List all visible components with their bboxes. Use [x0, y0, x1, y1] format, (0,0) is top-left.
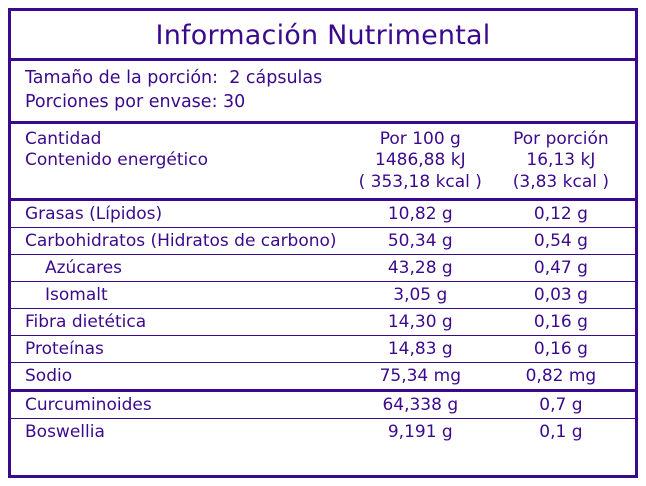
row-label: Fibra dietética: [11, 309, 350, 336]
row-per-serving: 0,54 g: [491, 228, 635, 255]
table-row: [11, 391, 635, 419]
energy-kj-per-serving: 16,13 kJ: [526, 150, 596, 171]
servings-per-container-value: 30: [223, 91, 246, 112]
row-per-serving: 0,16 g: [491, 309, 635, 336]
header-per-100g: Por 100 g: [379, 129, 461, 150]
row-per-serving: 0,47 g: [491, 255, 635, 282]
nutrition-table: [11, 124, 635, 445]
table-row: [11, 309, 635, 336]
row-label: Azúcares: [11, 255, 350, 282]
row-per-serving: 0,12 g: [491, 200, 635, 228]
table-row: [11, 282, 635, 309]
nutrition-facts-panel: [8, 8, 638, 478]
row-label: Proteínas: [11, 336, 350, 363]
row-label: Curcuminoides: [11, 391, 350, 419]
table-header-row: [11, 124, 635, 149]
energy-row-kj: [11, 149, 635, 171]
row-label: Sodio: [11, 363, 350, 391]
row-per-100g: 50,34 g: [350, 228, 491, 255]
servings-per-container-line: [25, 91, 635, 115]
table-row: [11, 228, 635, 255]
energy-kcal-spacer: [11, 171, 350, 200]
row-per-100g: 64,338 g: [350, 391, 491, 419]
serving-size-value: 2 cápsulas: [229, 68, 323, 88]
row-label: Boswellia: [11, 419, 350, 446]
serving-information: [11, 61, 635, 121]
energy-kj-per-100g: 1486,88 kJ: [375, 150, 466, 171]
row-per-serving: 0,1 g: [491, 419, 635, 446]
energy-label: Contenido energético: [25, 150, 209, 171]
row-label: Carbohidratos (Hidratos de carbono): [11, 228, 350, 255]
header-quantity: Cantidad: [25, 129, 102, 150]
energy-kcal-per-100g: ( 353,18 kcal ): [358, 172, 482, 193]
energy-row-kcal: [11, 171, 635, 200]
page-title: Información Nutrimental: [155, 20, 491, 51]
row-per-100g: 75,34 mg: [350, 363, 491, 391]
row-per-100g: 3,05 g: [350, 282, 491, 309]
table-row: [11, 336, 635, 363]
row-per-serving: 0,03 g: [491, 282, 635, 309]
serving-size-label: Tamaño de la porción:: [25, 68, 219, 88]
table-row: [11, 363, 635, 391]
row-per-100g: 43,28 g: [350, 255, 491, 282]
table-row: [11, 200, 635, 228]
row-per-100g: 14,30 g: [350, 309, 491, 336]
table-row: [11, 419, 635, 446]
serving-size-line: [25, 67, 635, 91]
row-label: Grasas (Lípidos): [11, 200, 350, 228]
servings-per-container-label: Porciones por envase:: [25, 91, 218, 112]
row-per-100g: 10,82 g: [350, 200, 491, 228]
row-per-100g: 14,83 g: [350, 336, 491, 363]
row-per-serving: 0,7 g: [491, 391, 635, 419]
row-per-serving: 0,16 g: [491, 336, 635, 363]
row-label: Isomalt: [11, 282, 350, 309]
row-per-100g: 9,191 g: [350, 419, 491, 446]
table-row: [11, 255, 635, 282]
energy-kcal-per-serving: (3,83 kcal ): [512, 172, 610, 193]
row-per-serving: 0,82 mg: [491, 363, 635, 391]
header-per-serving: Por porción: [513, 129, 609, 150]
